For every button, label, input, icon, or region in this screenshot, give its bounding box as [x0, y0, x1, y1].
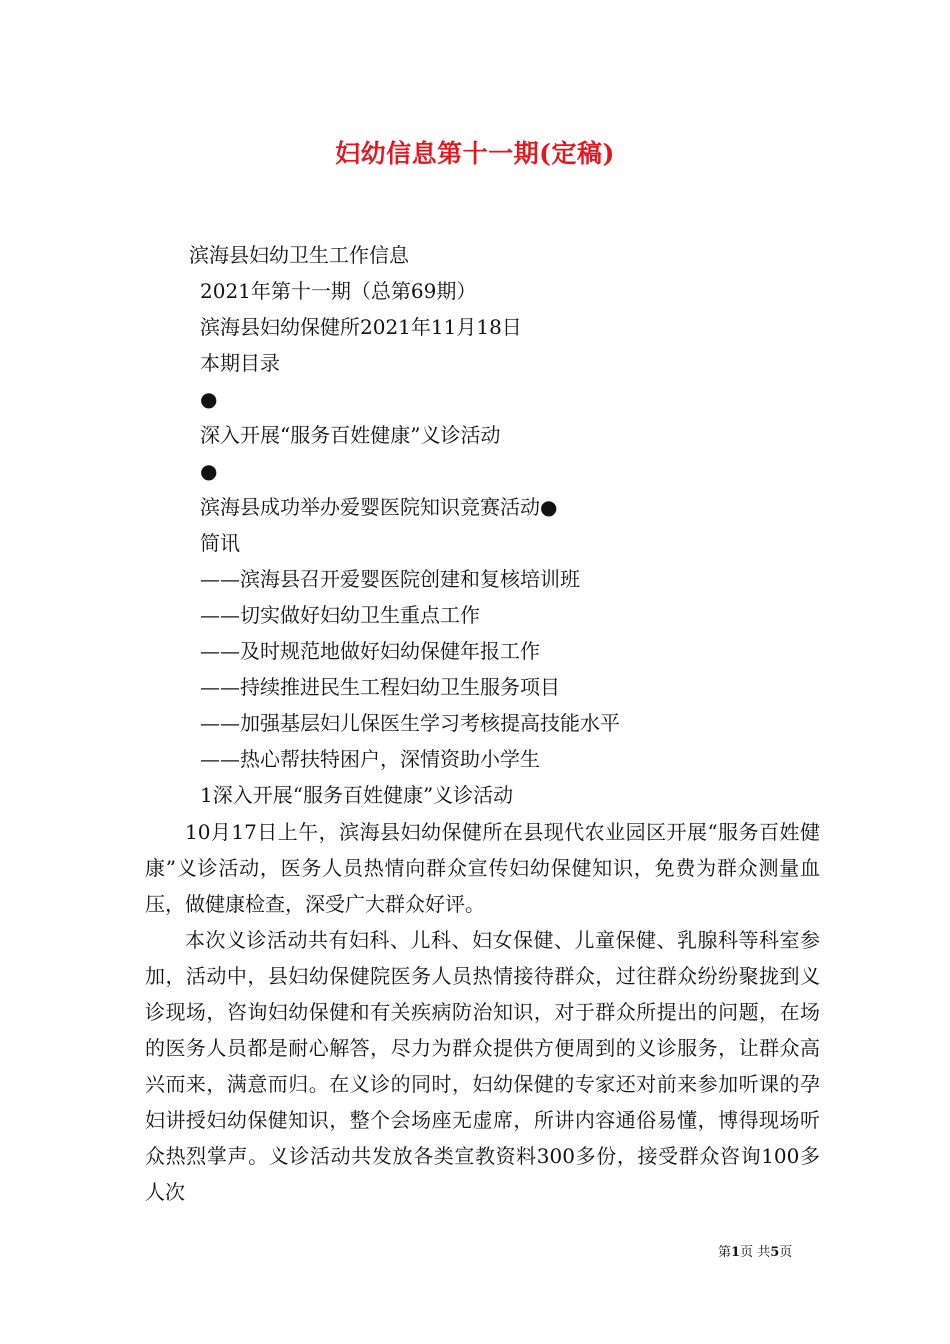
brief-item: ——及时规范地做好妇幼保健年报工作	[200, 639, 540, 663]
page-footer	[718, 1244, 792, 1262]
news-brief-heading: 简讯	[200, 531, 240, 555]
publication-name: 滨海县妇幼卫生工作信息	[189, 243, 409, 267]
document-title: 妇幼信息第十一期(定稿)	[335, 139, 615, 168]
contents-heading: 本期目录	[200, 351, 280, 375]
contents-item-1: 深入开展“服务百姓健康”义诊活动	[200, 423, 501, 447]
brief-item: ——滨海县召开爱婴医院创建和复核培训班	[200, 567, 580, 591]
body-paragraph: 本次义诊活动共有妇科、儿科、妇女保健、儿童保健、乳腺科等科室参加，活动中，县妇幼保健院医务人员热情接待群众，过往群众纷纷聚拢到义诊现场，咨询妇幼保健和有关疾病防治知识，对于群众所提出的问题，在场的医务人员都是耐心解答，尽力为群众提供方便周到的义诊服务，让群众高兴而来，满意而归。在义诊的同时，妇幼保健的专家还对前来参加听课的孕妇讲授妇幼保健知识，整个会场座无虚席，所讲内容通俗易懂，博得现场听众热烈掌声。义诊活动共发放各类宣教资料300多份，接受群众咨询100多人次	[145, 928, 820, 1204]
current-page-number: 1	[731, 1245, 741, 1260]
brief-item: ——热心帮扶特困户，深情资助小学生	[200, 747, 540, 771]
footer-prefix: 第	[718, 1245, 732, 1260]
bullet-icon: ●	[200, 387, 218, 411]
section-heading: 1深入开展“服务百姓健康”义诊活动	[200, 783, 514, 807]
footer-suffix: 页	[779, 1245, 793, 1260]
contents-item-2: 滨海县成功举办爱婴医院知识竞赛活动●	[200, 495, 558, 519]
total-page-count: 5	[770, 1245, 780, 1260]
footer-middle: 页 共	[740, 1245, 771, 1260]
bullet-icon: ●	[200, 459, 218, 483]
brief-item: ——切实做好妇幼卫生重点工作	[200, 603, 480, 627]
brief-item: ——加强基层妇儿保医生学习考核提高技能水平	[200, 711, 620, 735]
brief-item: ——持续推进民生工程妇幼卫生服务项目	[200, 675, 560, 699]
publisher-date: 滨海县妇幼保健所2021年11月18日	[200, 315, 522, 339]
body-paragraph: 10月17日上午，滨海县妇幼保健所在县现代农业园区开展“服务百姓健康”义诊活动，医务人员热情向群众宣传妇幼保健知识，免费为群众测量血压，做健康检查，深受广大群众好评。	[145, 820, 820, 916]
issue-number: 2021年第十一期（总第69期）	[200, 279, 477, 303]
